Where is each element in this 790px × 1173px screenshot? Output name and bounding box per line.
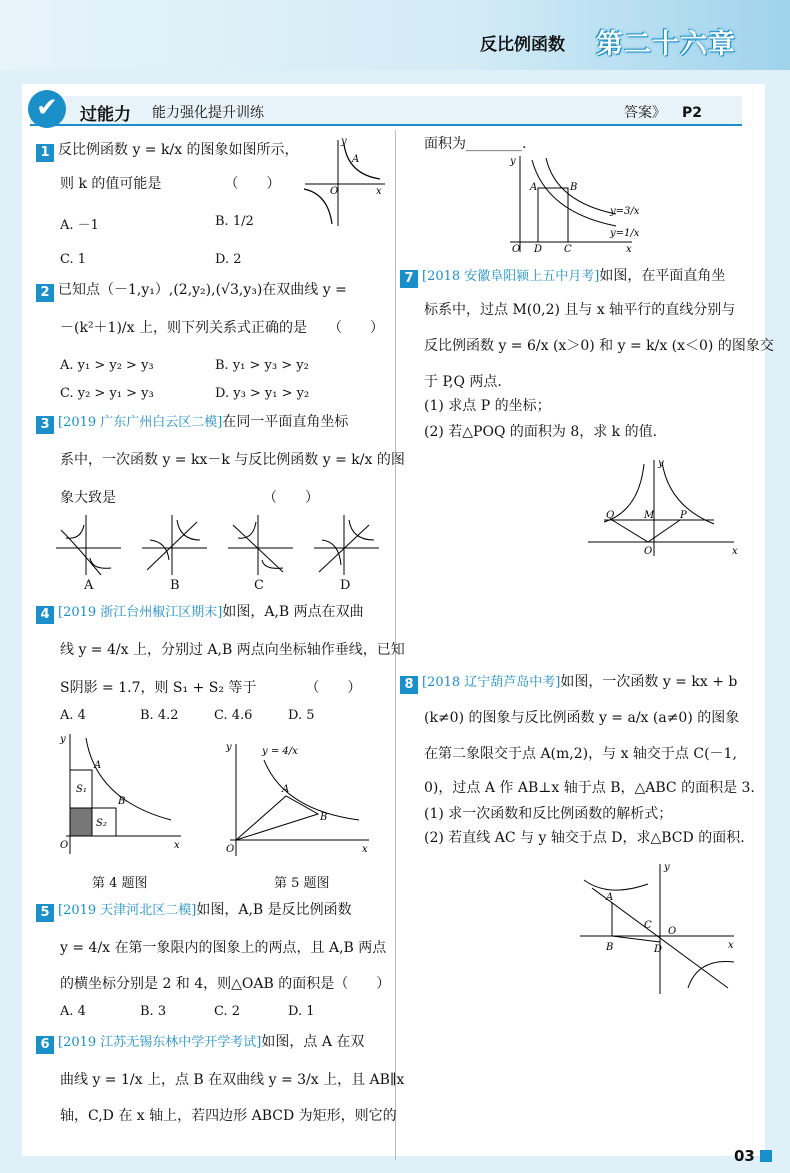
svg-text:M: M bbox=[644, 510, 655, 521]
q1-option-a: A. －1 bbox=[60, 218, 99, 233]
svg-text:B: B bbox=[606, 942, 614, 953]
svg-text:x: x bbox=[362, 844, 368, 855]
q3-label-d: D bbox=[340, 578, 351, 593]
q2-option-b: B. y₁ > y₃ > y₂ bbox=[215, 358, 309, 373]
q6-line4: 面积为________. bbox=[424, 136, 527, 152]
q5-option-b: B. 3 bbox=[140, 1004, 167, 1019]
svg-text:A: A bbox=[530, 182, 538, 193]
q8-source: [2018 辽宁葫芦岛中考] bbox=[422, 675, 561, 690]
svg-text:S₂: S₂ bbox=[96, 818, 107, 829]
svg-text:O: O bbox=[644, 546, 653, 557]
q8-line2: (k≠0) 的图象与反比例函数 y = a/x (a≠0) 的图象 bbox=[424, 710, 740, 726]
svg-text:y: y bbox=[658, 458, 664, 469]
q5-figure bbox=[224, 740, 374, 860]
q5-figure-caption: 第 5 题图 bbox=[274, 876, 330, 891]
q4-figure bbox=[56, 730, 186, 860]
q7-line2: 标系中，过点 M(0,2) 且与 x 轴平行的直线分别与 bbox=[424, 302, 736, 318]
q6-line3: 轴，C,D 在 x 轴上，若四边形 ABCD 为矩形，则它的 bbox=[60, 1108, 397, 1124]
q1-line1: 1 反比例函数 y = k/x 的图象如图所示， bbox=[36, 142, 299, 162]
q2-line1: 2 已知点（－1,y₁）,(2,y₂),(√3,y₃)在双曲线 y = bbox=[36, 282, 347, 302]
svg-text:y: y bbox=[510, 156, 516, 167]
q1-figure bbox=[300, 134, 390, 230]
q4-option-d: D. 5 bbox=[288, 708, 315, 723]
svg-text:O: O bbox=[60, 840, 69, 851]
q7-line4: 于 P,Q 两点. bbox=[424, 374, 502, 390]
svg-text:B: B bbox=[320, 812, 328, 823]
q8-part2: (2) 若直线 AC 与 y 轴交于点 D，求△BCD 的面积. bbox=[424, 830, 745, 846]
q4-figure-caption: 第 4 题图 bbox=[92, 876, 148, 891]
q3-line2: 系中，一次函数 y = kx－k 与反比例函数 y = k/x 的图 bbox=[60, 452, 405, 468]
svg-text:A: A bbox=[352, 154, 360, 165]
q4-line2: 线 y = 4/x 上，分别过 A,B 两点向坐标轴作垂线，已知 bbox=[60, 642, 405, 658]
q5-option-d: D. 1 bbox=[288, 1004, 315, 1019]
svg-text:x: x bbox=[728, 940, 734, 951]
q8-line4: 0)，过点 A 作 AB⊥x 轴于点 B，△ABC 的面积是 3. bbox=[424, 780, 755, 796]
svg-text:x: x bbox=[376, 186, 382, 197]
answer-page: P2 bbox=[682, 105, 703, 121]
svg-text:y: y bbox=[60, 734, 66, 745]
q8-figure bbox=[578, 858, 738, 998]
q7-number: 7 bbox=[400, 270, 418, 288]
section-title: 过能力 bbox=[80, 105, 131, 125]
q4-number: 4 bbox=[36, 606, 54, 624]
svg-text:x: x bbox=[174, 840, 180, 851]
q5-line1: 5 [2019 天津河北区二模]如图，A,B 是反比例函数 bbox=[36, 902, 352, 922]
q8-part1: (1) 求一次函数和反比例函数的解析式； bbox=[424, 806, 673, 822]
q6-number: 6 bbox=[36, 1036, 54, 1054]
check-icon: ✔ bbox=[28, 90, 66, 128]
chapter-title: 第二十六章 bbox=[596, 29, 736, 60]
q5-number: 5 bbox=[36, 904, 54, 922]
q7-line1: 7 [2018 安徽阜阳颍上五中月考]如图，在平面直角坐 bbox=[400, 268, 725, 288]
page-number: 03 bbox=[734, 1147, 755, 1165]
q3-figures bbox=[56, 510, 386, 580]
q6-figure bbox=[506, 152, 640, 256]
q8-line3: 在第二象限交于点 A(m,2)，与 x 轴交于点 C(－1, bbox=[424, 746, 737, 762]
q7-line3: 反比例函数 y = 6/x (x＞0) 和 y = k/x (x＜0) 的图象交 bbox=[424, 338, 774, 354]
q7-part2: (2) 若△POQ 的面积为 8，求 k 的值. bbox=[424, 424, 658, 440]
answer-label: 答案》 bbox=[624, 105, 666, 121]
q3-line3: 象大致是 （ ） bbox=[60, 490, 319, 506]
svg-text:A: A bbox=[94, 760, 102, 771]
svg-text:D: D bbox=[654, 944, 663, 955]
q4-source: [2019 浙江台州椒江区期末] bbox=[58, 605, 223, 620]
svg-text:C: C bbox=[644, 920, 652, 931]
svg-text:B: B bbox=[118, 796, 126, 807]
q7-figure bbox=[584, 456, 740, 560]
q8-number: 8 bbox=[400, 676, 418, 694]
q6-line2: 曲线 y = 1/x 上，点 B 在双曲线 y = 3/x 上，且 AB∥x bbox=[60, 1072, 405, 1088]
answer-reference bbox=[624, 102, 702, 122]
q5-line2: y = 4/x 在第一象限内的图象上的两点，且 A,B 两点 bbox=[60, 940, 387, 956]
q2-option-d: D. y₃ > y₁ > y₂ bbox=[215, 386, 310, 401]
svg-text:A: A bbox=[606, 892, 614, 903]
q4-option-c: C. 4.6 bbox=[214, 708, 253, 723]
q3-number: 3 bbox=[36, 416, 54, 434]
q3-line1: 3 [2019 广东广州白云区二模]在同一平面直角坐标 bbox=[36, 414, 348, 434]
q1-option-d: D. 2 bbox=[215, 252, 242, 267]
svg-text:O: O bbox=[226, 844, 235, 855]
svg-text:D: D bbox=[534, 244, 543, 255]
q6-source: [2019 江苏无锡东林中学开学考试] bbox=[58, 1035, 262, 1050]
svg-text:A: A bbox=[282, 784, 290, 795]
q7-part1: (1) 求点 P 的坐标； bbox=[424, 398, 551, 414]
q1-number: 1 bbox=[36, 144, 54, 162]
svg-text:y=1/x: y=1/x bbox=[610, 228, 640, 239]
q1-option-b: B. 1/2 bbox=[215, 214, 254, 229]
q1-line2: 则 k 的值可能是 （ ） bbox=[60, 176, 281, 192]
q2-number: 2 bbox=[36, 284, 54, 302]
q2-option-c: C. y₂ > y₁ > y₃ bbox=[60, 386, 154, 401]
svg-text:y: y bbox=[226, 742, 232, 753]
page-number-marker bbox=[760, 1150, 772, 1162]
svg-text:O: O bbox=[512, 244, 521, 255]
q4-option-b: B. 4.2 bbox=[140, 708, 179, 723]
q3-source: [2019 广东广州白云区二模] bbox=[58, 415, 223, 430]
svg-text:S₁: S₁ bbox=[76, 784, 87, 795]
svg-text:y = 4/x: y = 4/x bbox=[262, 746, 298, 757]
q3-label-c: C bbox=[254, 578, 264, 593]
q5-option-a: A. 4 bbox=[60, 1004, 86, 1019]
q4-option-a: A. 4 bbox=[60, 708, 86, 723]
svg-text:x: x bbox=[732, 546, 738, 557]
q5-line3: 的横坐标分别是 2 和 4，则△OAB 的面积是（ ） bbox=[60, 976, 391, 992]
svg-text:O: O bbox=[330, 186, 339, 197]
svg-text:C: C bbox=[564, 244, 572, 255]
section-subtitle: 能力强化提升训练 bbox=[152, 105, 264, 121]
q5-source: [2019 天津河北区二模] bbox=[58, 903, 197, 918]
svg-text:Q: Q bbox=[606, 510, 615, 521]
svg-text:y: y bbox=[664, 862, 670, 873]
q6-line1: 6 [2019 江苏无锡东林中学开学考试]如图，点 A 在双 bbox=[36, 1034, 364, 1054]
svg-text:O: O bbox=[668, 926, 677, 937]
q1-option-c: C. 1 bbox=[60, 252, 87, 267]
q4-line3: S阴影 = 1.7，则 S₁ + S₂ 等于 （ ） bbox=[60, 680, 362, 696]
q4-line1: 4 [2019 浙江台州椒江区期末]如图，A,B 两点在双曲 bbox=[36, 604, 364, 624]
q3-label-b: B bbox=[170, 578, 180, 593]
q5-option-c: C. 2 bbox=[214, 1004, 241, 1019]
chapter-subtitle: 反比例函数 bbox=[480, 35, 565, 55]
q7-source: [2018 安徽阜阳颍上五中月考] bbox=[422, 269, 600, 284]
svg-text:y=3/x: y=3/x bbox=[610, 206, 640, 217]
svg-text:B: B bbox=[570, 182, 578, 193]
q8-line1: 8 [2018 辽宁葫芦岛中考]如图，一次函数 y = kx + b bbox=[400, 674, 737, 694]
svg-text:y: y bbox=[341, 136, 347, 147]
svg-text:x: x bbox=[626, 244, 632, 255]
svg-text:P: P bbox=[680, 510, 687, 521]
q3-label-a: A bbox=[84, 578, 94, 593]
q2-option-a: A. y₁ > y₂ > y₃ bbox=[60, 358, 154, 373]
q2-line2: －(k²＋1)/x 上，则下列关系式正确的是 （ ） bbox=[60, 320, 384, 336]
